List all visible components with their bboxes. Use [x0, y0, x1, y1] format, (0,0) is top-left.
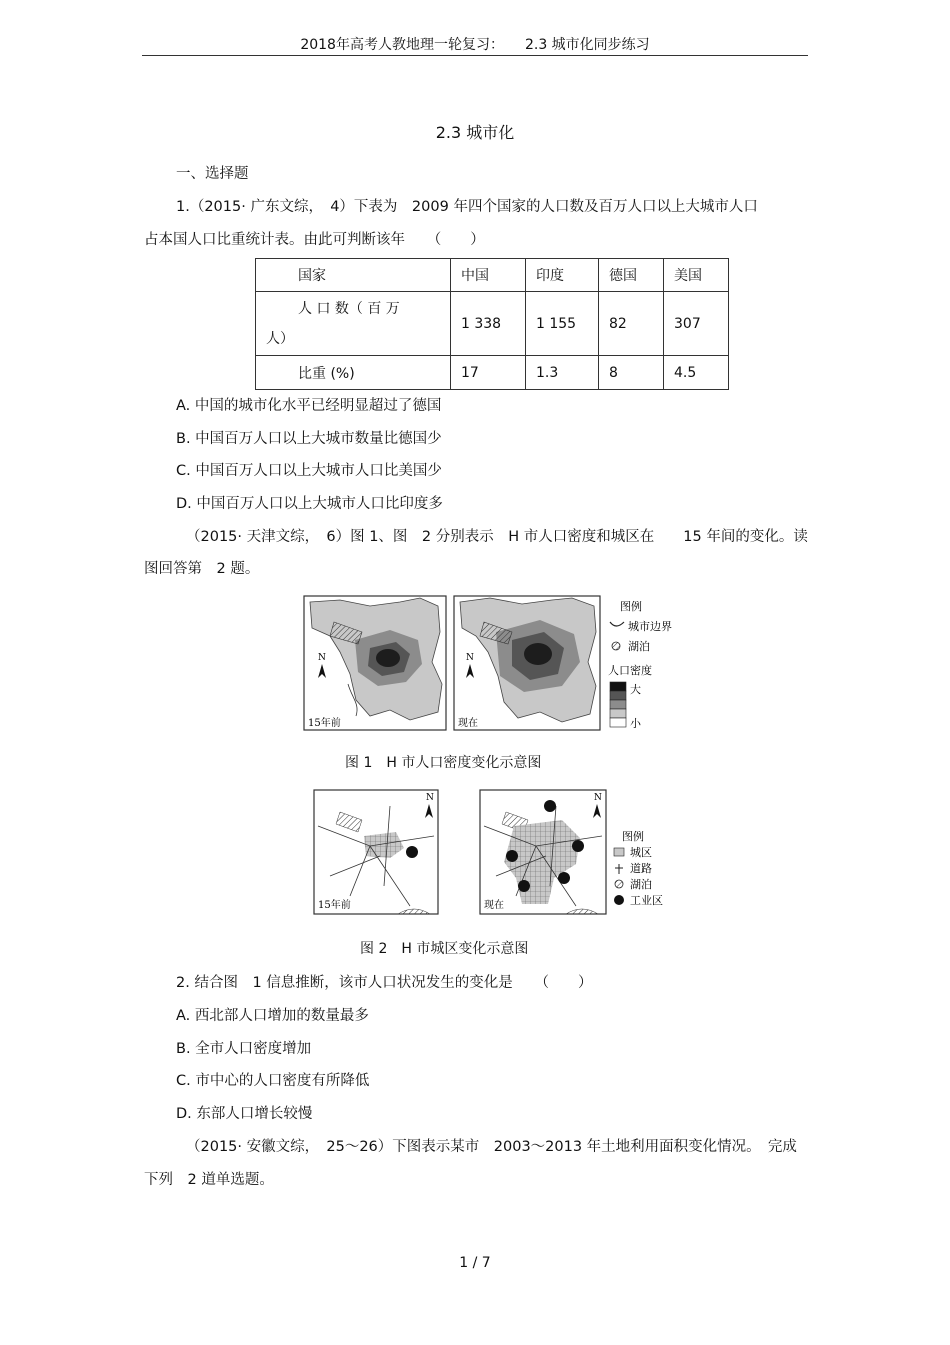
table-cell-pop-usa: 307: [664, 292, 729, 356]
lake-icon: [612, 642, 620, 650]
fig2-map-15-years-ago: [314, 790, 438, 914]
table-header-india: 印度: [526, 259, 599, 292]
fig2-right-label: 现在: [484, 900, 504, 911]
urban-area-icon: [614, 848, 624, 856]
pop-label-line1: 人 口 数（ 百 万: [298, 300, 400, 317]
fig2-right-north-letter: N: [594, 793, 602, 803]
table-cell-pop-china: 1 338: [451, 292, 526, 356]
table-header-usa: 美国: [664, 259, 729, 292]
intro2-line1: （2015· 天津文综， 6）图 1、图 2 分别表示 H 市人口密度和城区在 15 年间的变化。读: [186, 529, 808, 545]
pop-label-line2: 人）: [266, 330, 294, 347]
fig1-map-15-years-ago: [304, 596, 446, 730]
density-swatch-4: [610, 709, 626, 718]
q2-stem: 2. 结合图 1 信息推断，该市人口状况发生的变化是 （ ）: [176, 975, 593, 991]
fig2-legend-urban: 城区: [630, 846, 652, 859]
fig2-left-industry-zone: [406, 846, 418, 858]
fig2-legend-industry: 工业区: [630, 894, 663, 907]
density-swatch-5: [610, 718, 626, 727]
fig1-legend: [608, 599, 672, 730]
q2-option-a: A. 西北部人口增加的数量最多: [176, 1008, 369, 1024]
table-row-pop-label: [256, 292, 451, 356]
header-rule: [142, 55, 808, 56]
fig1-legend-title: 图例: [620, 600, 642, 613]
table-header-country: 国家: [256, 259, 451, 292]
figure1-density-maps: [300, 592, 700, 734]
industry-zone-icon: [614, 895, 624, 905]
fig1-right-label: 现在: [458, 718, 478, 729]
page-number: 1 / 7: [459, 1255, 491, 1271]
intro2-line2: 图回答第 2 题。: [144, 561, 260, 577]
q1-option-c: C. 中国百万人口以上大城市人口比美国少: [176, 463, 442, 479]
q2-option-b: B. 全市人口密度增加: [176, 1041, 312, 1057]
fig2-map-now: [480, 790, 606, 914]
table-cell-ratio-germany: 8: [599, 356, 664, 390]
q2-option-c: C. 市中心的人口密度有所降低: [176, 1073, 370, 1089]
fig2-left-label: 15年前: [318, 900, 351, 911]
figure2-caption: 图 2 H 市城区变化示意图: [360, 941, 529, 957]
density-swatch-3: [610, 700, 626, 709]
q1-option-a: A. 中国的城市化水平已经明显超过了德国: [176, 398, 442, 414]
q2-option-d: D. 东部人口增长较慢: [176, 1106, 313, 1122]
road-icon: [615, 864, 623, 874]
fig2-legend: [614, 829, 663, 907]
fig2-industry-zone-3: [506, 850, 518, 862]
fig2-industry-zone-5: [518, 880, 530, 892]
fig1-left-label: 15年前: [308, 718, 341, 729]
fig2-industry-zone-4: [558, 872, 570, 884]
fig1-legend-low: 小: [630, 717, 641, 730]
q1-stem-line1: 1.（2015· 广东文综， 4）下表为 2009 年四个国家的人口数及百万人口以上大城市人口: [176, 199, 758, 215]
intro3-line2: 下列 2 道单选题。: [144, 1172, 274, 1188]
fig1-legend-high: 大: [630, 683, 641, 696]
fig1-map-now: [454, 596, 600, 730]
fig1-left-density-core: [376, 649, 400, 667]
table-header-germany: 德国: [599, 259, 664, 292]
table-row-ratio-label: 比重 (%): [256, 356, 451, 390]
table-cell-pop-india: 1 155: [526, 292, 599, 356]
fig2-industry-zone-1: [544, 800, 556, 812]
fig1-legend-boundary: 城市边界: [628, 620, 672, 633]
q1-stem-line2: 占本国人口比重统计表。由此可判断该年 （ ）: [144, 232, 485, 248]
fig1-right-north-letter: N: [466, 653, 474, 663]
section-heading: 一、选择题: [176, 166, 249, 182]
fig1-legend-density-title: 人口密度: [608, 664, 652, 677]
fig1-legend-lake: 湖泊: [628, 640, 650, 653]
fig2-left-north-letter: N: [426, 793, 434, 803]
figure1-caption: 图 1 H 市人口密度变化示意图: [345, 755, 542, 771]
fig2-legend-lake: 湖泊: [630, 878, 652, 891]
table-cell-ratio-india: 1.3: [526, 356, 599, 390]
fig2-legend-title: 图例: [622, 830, 644, 843]
fig1-left-north-letter: N: [318, 653, 326, 663]
population-table: [255, 258, 729, 390]
fig2-industry-zone-2: [572, 840, 584, 852]
figure2-urban-area-maps: [310, 786, 690, 916]
city-boundary-icon: [610, 622, 624, 626]
page-header: 2018年高考人教地理一轮复习： 2.3 城市化同步练习: [300, 37, 650, 53]
density-swatch-1: [610, 682, 626, 691]
table-cell-ratio-usa: 4.5: [664, 356, 729, 390]
fig1-right-density-core: [524, 643, 552, 665]
table-cell-pop-germany: 82: [599, 292, 664, 356]
density-swatch-2: [610, 691, 626, 700]
q1-option-b: B. 中国百万人口以上大城市数量比德国少: [176, 431, 442, 447]
lake-icon: [615, 880, 623, 888]
page-title: 2.3 城市化: [435, 123, 515, 142]
intro3-line1: （2015· 安徽文综， 25～26）下图表示某市 2003～2013 年土地利用面积变化情况。 完成: [186, 1139, 797, 1155]
table-cell-ratio-china: 17: [451, 356, 526, 390]
fig2-legend-road: 道路: [630, 862, 652, 875]
table-header-china: 中国: [451, 259, 526, 292]
q1-option-d: D. 中国百万人口以上大城市人口比印度多: [176, 496, 443, 512]
